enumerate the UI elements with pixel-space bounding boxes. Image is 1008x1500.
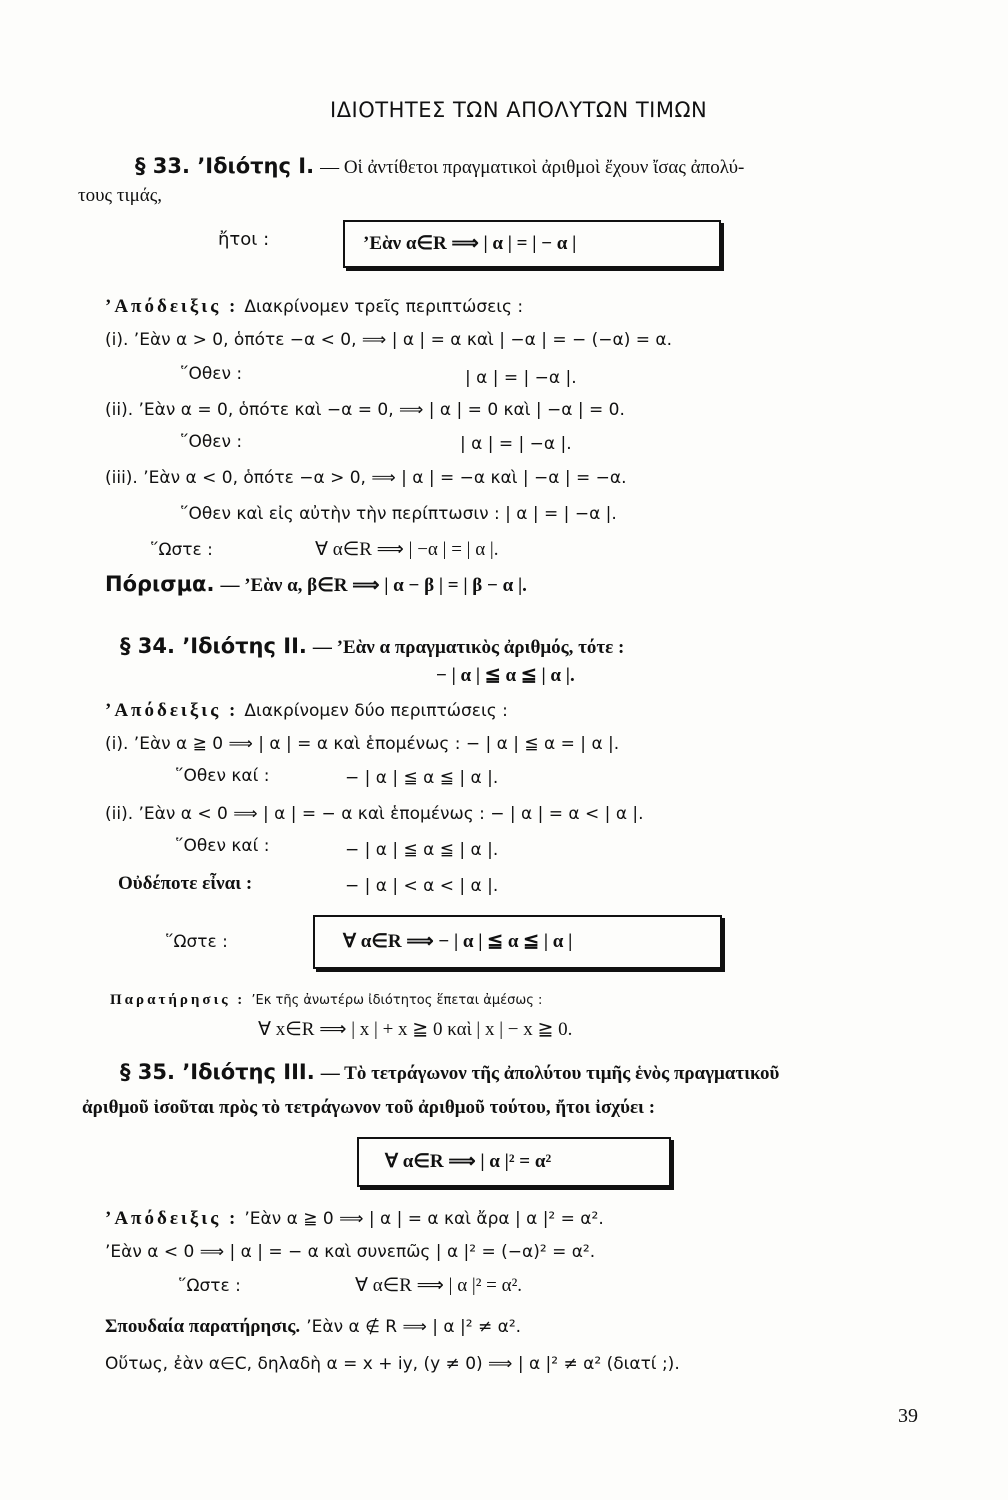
section-33-case-2-then-label: ῞Οθεν : bbox=[180, 432, 243, 452]
section-33-case-2-then: | α | = | −α |. bbox=[460, 434, 572, 454]
section-34-formula: − | α | ≦ α ≦ | α |. bbox=[436, 665, 575, 686]
section-33-case-3-then: ῞Οθεν καὶ εἰς αὐτὴν τὴν περίπτωσιν : | α | = | −α |. bbox=[180, 504, 617, 524]
section-35-intro bbox=[120, 1060, 779, 1086]
section-34-intro-text: — ’Εὰν α πραγματικὸς ἀριθμός, τότε : bbox=[312, 637, 625, 658]
section-33-intro bbox=[135, 154, 744, 180]
section-34-case-1-then-label: ῞Οθεν καί : bbox=[175, 766, 270, 786]
section-34-boxed-text: ∀ α∈R ⟹ − | α | ≦ α ≦ | α | bbox=[343, 931, 573, 952]
section-33-intro-cont: τους τιμάς, bbox=[78, 185, 162, 206]
section-34-boxed-statement bbox=[313, 915, 722, 969]
section-33-porisma-label: Πόρισμα. bbox=[105, 572, 215, 596]
section-35-important bbox=[105, 1314, 521, 1339]
section-35-important-label: Σπουδαία παρατήρησις. bbox=[105, 1316, 301, 1337]
section-33-case-1: (i). ’Εὰν α > 0, ὁπότε −α < 0, ⟹ | α | = α καὶ | −α | = − (−α) = α. bbox=[105, 330, 672, 350]
section-34-proof-line bbox=[105, 698, 508, 723]
section-35-intro-text: — Τὸ τετράγωνον τῆς ἀπολύτου τιμῆς ἑνὸς πραγματικοῦ bbox=[320, 1063, 780, 1084]
section-34-never: − | α | < α < | α |. bbox=[345, 876, 499, 896]
section-34-case-1-then: − | α | ≦ α ≦ | α |. bbox=[345, 768, 499, 788]
section-33-boxed-text: ’Εὰν α∈R ⟹ | α | = | − α | bbox=[363, 233, 577, 254]
page-number: 39 bbox=[898, 1405, 918, 1427]
section-34-remark-formula: ∀ x∈R ⟹ | x | + x ≧ 0 καὶ | x | − x ≧ 0. bbox=[258, 1019, 573, 1040]
section-35-hoste: ∀ α∈R ⟹ | α |² = α². bbox=[355, 1275, 523, 1296]
section-33-case-2: (ii). ’Εὰν α = 0, ὁπότε καὶ −α = 0, ⟹ | α | = 0 καὶ | −α | = 0. bbox=[105, 400, 625, 420]
section-33-hoste-label: ῞Ωστε : bbox=[150, 540, 213, 560]
section-34-case-2-then-label: ῞Οθεν καί : bbox=[175, 836, 270, 856]
section-33-proof-line bbox=[105, 294, 523, 319]
section-35-boxed-text: ∀ α∈R ⟹ | α |² = α² bbox=[385, 1151, 552, 1172]
section-33-hoste: ∀ α∈R ⟹ | −α | = | α |. bbox=[315, 539, 499, 560]
section-35-heading: § 35. ’Ιδιότης ΙΙΙ. bbox=[120, 1060, 315, 1084]
section-33-intro-text: — Οἱ ἀντίθετοι πραγματικοὶ ἀριθμοὶ ἔχουν ἴσας ἀπολύ- bbox=[320, 157, 745, 178]
section-34-proof-label: ’Απόδειξις : bbox=[105, 700, 239, 721]
section-34-heading: § 34. ’Ιδιότης ΙΙ. bbox=[120, 634, 307, 658]
section-34-case-2: (ii). ’Εὰν α < 0 ⟹ | α | = − α καὶ ἑπομένως : − | α | = α < | α |. bbox=[105, 804, 644, 824]
section-35-proof-2: ’Εὰν α < 0 ⟹ | α | = − α καὶ συνεπῶς | α |² = (−α)² = α². bbox=[105, 1242, 596, 1262]
section-34-case-1: (i). ’Εὰν α ≧ 0 ⟹ | α | = α καὶ ἑπομένως : − | α | ≦ α = | α |. bbox=[105, 734, 620, 754]
section-33-boxed-statement bbox=[343, 220, 721, 268]
section-33-heading: § 33. ’Ιδιότης Ι. bbox=[135, 154, 315, 178]
section-33-porisma bbox=[105, 572, 527, 598]
section-33-proof-label: ’Απόδειξις : bbox=[105, 296, 239, 317]
section-34-case-2-then: − | α | ≦ α ≦ | α |. bbox=[345, 840, 499, 860]
section-35-proof-line bbox=[105, 1206, 604, 1231]
section-34-hoste-label: ῞Ωστε : bbox=[165, 932, 228, 952]
section-35-proof-1: ’Εὰν α ≧ 0 ⟹ | α | = α καὶ ἄρα | α |² = α². bbox=[244, 1209, 604, 1229]
section-35-intro-cont: ἀριθμοῦ ἰσοῦται πρὸς τὸ τετράγωνον τοῦ ἀριθμοῦ τούτου, ἤτοι ἰσχύει : bbox=[82, 1097, 656, 1118]
page-title: ΙΔΙΟΤΗΤΕΣ ΤΩΝ ΑΠΟΛΥΤΩΝ ΤΙΜΩΝ bbox=[330, 98, 708, 122]
section-33-htoi: ἤτοι : bbox=[218, 229, 270, 250]
section-35-proof-label: ’Απόδειξις : bbox=[105, 1208, 239, 1229]
section-35-last-line: Οὕτως, ἐὰν α∈C, δηλαδὴ α = x + iy, (y ≠ 0) ⟹ | α |² ≠ α² (διατί ;). bbox=[105, 1354, 680, 1374]
section-34-never-label: Οὐδέποτε εἶναι : bbox=[118, 873, 253, 894]
section-35-hoste-label: ῞Ωστε : bbox=[178, 1276, 241, 1296]
section-33-porisma-text: — ’Εὰν α, β∈R ⟹ | α − β | = | β − α |. bbox=[220, 575, 527, 596]
section-33-case-1-then-label: ῞Οθεν : bbox=[180, 364, 243, 384]
section-34-remark bbox=[110, 986, 542, 1013]
section-34-intro bbox=[120, 634, 624, 660]
section-35-important-text: ’Εὰν α ∉ R ⟹ | α |² ≠ α². bbox=[306, 1317, 522, 1337]
section-33-case-3: (iii). ’Εὰν α < 0, ὁπότε −α > 0, ⟹ | α | = −α καὶ | −α | = −α. bbox=[105, 468, 627, 488]
section-34-remark-label: Παρατήρησις : bbox=[110, 992, 246, 1008]
section-35-boxed-statement bbox=[357, 1137, 671, 1187]
section-33-proof-intro: Διακρίνομεν τρεῖς περιπτώσεις : bbox=[244, 297, 524, 317]
section-33-case-1-then: | α | = | −α |. bbox=[465, 368, 577, 388]
section-34-proof-intro: Διακρίνομεν δύο περιπτώσεις : bbox=[244, 701, 508, 721]
section-34-remark-text: ’Εκ τῆς ἀνωτέρω ἰδιότητος ἕπεται ἀμέσως : bbox=[251, 993, 543, 1008]
